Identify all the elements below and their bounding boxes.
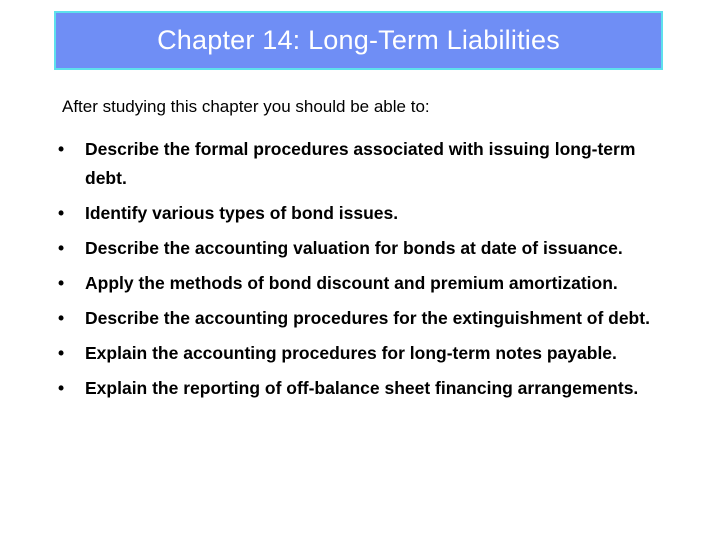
list-item [58, 234, 678, 263]
list-item [58, 269, 678, 298]
objective-text: Explain the reporting of off-balance sheet financing arrangements. [85, 378, 639, 398]
slide-title: Chapter 14: Long-Term Liabilities [157, 25, 560, 55]
title-banner [54, 11, 663, 70]
objective-text: Describe the formal procedures associated with issuing long-term debt. [85, 139, 636, 188]
list-item [58, 135, 678, 193]
bullet-icon: • [58, 139, 65, 159]
bullet-icon: • [58, 343, 65, 363]
list-item [58, 199, 678, 228]
bullet-icon: • [58, 378, 65, 398]
objective-text: Apply the methods of bond discount and premium amortization. [85, 273, 618, 293]
objective-text: Explain the accounting procedures for long-term notes payable. [85, 343, 617, 363]
objectives-list [58, 135, 678, 409]
objective-text: Describe the accounting procedures for the extinguishment of debt. [85, 308, 650, 328]
intro-text: After studying this chapter you should be able to: [62, 97, 430, 116]
list-item [58, 374, 678, 403]
list-item [58, 304, 678, 333]
bullet-icon: • [58, 273, 65, 293]
objective-text: Identify various types of bond issues. [85, 203, 399, 223]
bullet-icon: • [58, 238, 65, 258]
bullet-icon: • [58, 308, 65, 328]
list-item [58, 339, 678, 368]
bullet-icon: • [58, 203, 65, 223]
objective-text: Describe the accounting valuation for bonds at date of issuance. [85, 238, 623, 258]
